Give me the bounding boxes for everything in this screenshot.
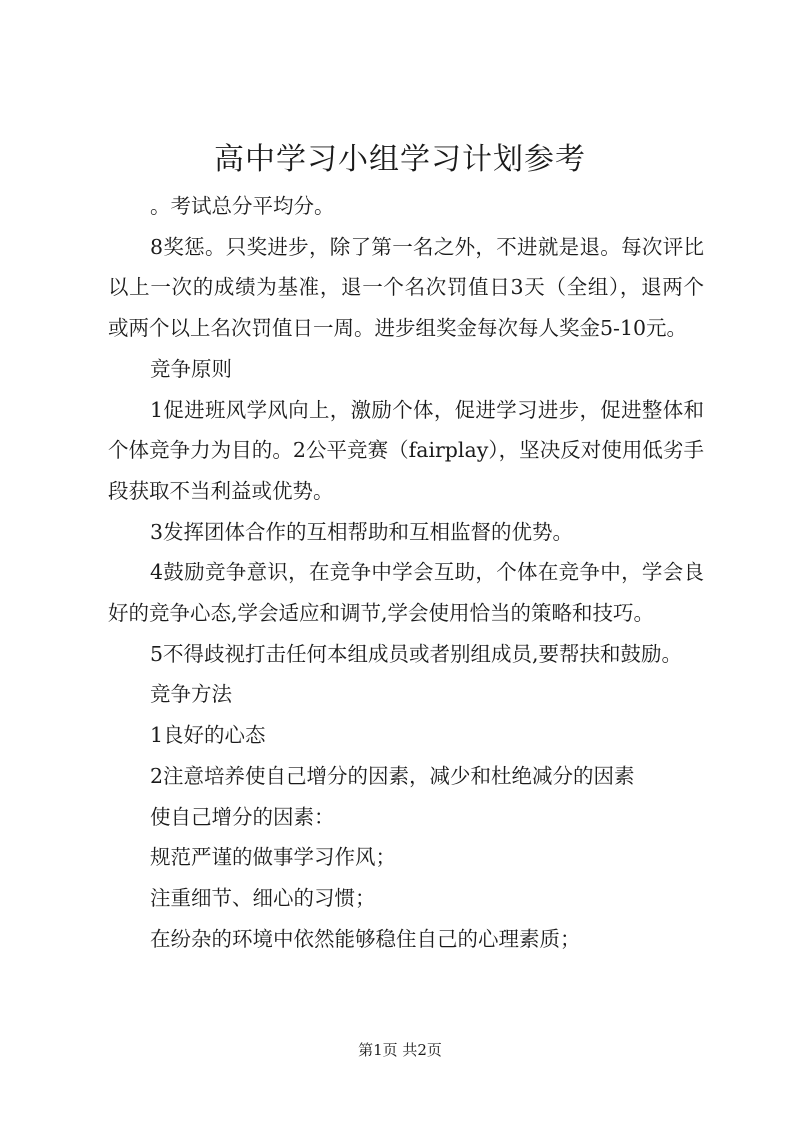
paragraph: 2注意培养使自己增分的因素，减少和杜绝减分的因素 xyxy=(150,763,635,788)
paragraph: 使自己增分的因素： xyxy=(150,804,335,829)
paragraph: 注重细节、细心的习惯； xyxy=(150,885,376,910)
document-body xyxy=(108,186,704,959)
paragraph: 3发挥团体合作的互相帮助和互相监督的优势。 xyxy=(150,519,574,544)
document-title: 高中学习小组学习计划参考 xyxy=(214,142,586,177)
paragraph: 。考试总分平均分。 xyxy=(150,194,335,218)
paragraph: 在纷杂的环境中依然能够稳住自己的心理素质； xyxy=(150,926,581,951)
paragraph: 规范严谨的做事学习作风； xyxy=(150,845,396,870)
paragraph: 1促进班风学风向上，激励个体，促进学习进步，促进整体和个体竞争力为目的。2公平竞赛（fairplay），坚决反对使用低劣手段获取不当利益或优势。 xyxy=(108,397,704,503)
paragraph: 1良好的心态 xyxy=(150,723,266,748)
paragraph: 8奖惩。只奖进步，除了第一名之外，不进就是退。每次评比以上一次的成绩为基准，退一个名次罚值日3天（全组），退两个或两个以上名次罚值日一周。进步组奖金每次每人奖金5-10元。 xyxy=(108,234,704,341)
paragraph: 竞争方法 xyxy=(150,682,232,707)
paragraph: 4鼓励竞争意识，在竞争中学会互助，个体在竞争中，学会良好的竞争心态,学会适应和调节,学会使用恰当的策略和技巧。 xyxy=(108,560,704,626)
page-number: 第1页 共2页 xyxy=(358,1041,442,1059)
paragraph: 5不得歧视打击任何本组成员或者别组成员,要帮扶和鼓励。 xyxy=(150,641,683,666)
paragraph: 竞争原则 xyxy=(150,356,232,381)
